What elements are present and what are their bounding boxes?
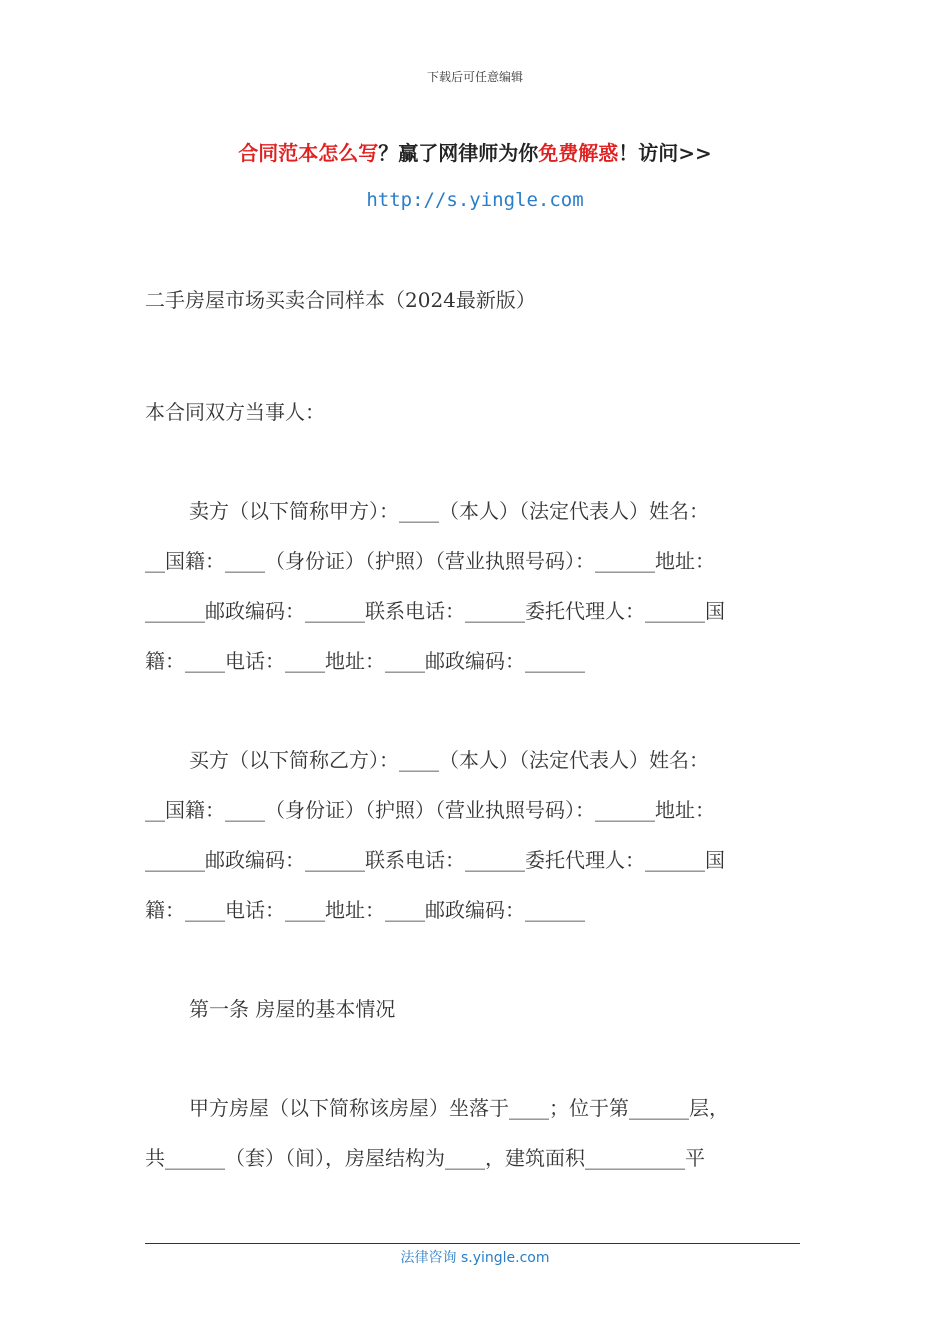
- article1-line: 甲方房屋（以下简称该房屋）坐落于____；位于第______层，: [189, 1096, 729, 1120]
- promo-text-4: ！访问>>: [618, 141, 712, 165]
- document-title: [145, 275, 805, 325]
- buyer-line: 籍：____电话：____地址：____邮政编码：______: [145, 898, 585, 922]
- article1-line: 共______（套）（间），房屋结构为____，建筑面积__________平: [145, 1146, 705, 1170]
- article1-heading-text: 第一条 房屋的基本情况: [189, 997, 396, 1021]
- buyer-paragraph: [145, 735, 805, 935]
- document-title-text: 二手房屋市场买卖合同样本（2024最新版）: [145, 288, 536, 312]
- buyer-line: 买方（以下简称乙方）：____（本人）（法定代表人）姓名：: [189, 748, 709, 772]
- promo-text-2: ？赢了网律师为你: [378, 141, 539, 165]
- seller-paragraph: [145, 486, 805, 686]
- promo-text-red-1: 合同范本怎么写: [238, 141, 379, 165]
- header-note: 下载后可任意编辑: [426, 70, 523, 84]
- parties-intro: [145, 387, 805, 437]
- seller-line: 卖方（以下简称甲方）：____（本人）（法定代表人）姓名：: [189, 499, 709, 523]
- promo-link[interactable]: http://s.yingle.com: [366, 189, 584, 211]
- seller-line: ______邮政编码：______联系电话：______委托代理人：______国: [145, 599, 725, 623]
- footer-divider: [145, 1243, 800, 1244]
- parties-intro-text: 本合同双方当事人：: [145, 400, 325, 424]
- promo-text-red-3: 免费解惑: [538, 141, 619, 165]
- article1-heading: [145, 984, 805, 1034]
- buyer-line: __国籍：____（身份证）（护照）（营业执照号码）：______地址：: [145, 798, 715, 822]
- seller-line: 籍：____电话：____地址：____邮政编码：______: [145, 649, 585, 673]
- seller-line: __国籍：____（身份证）（护照）（营业执照号码）：______地址：: [145, 549, 715, 573]
- footer-link[interactable]: 法律咨询 s.yingle.com: [400, 1250, 550, 1266]
- article1-paragraph: [145, 1083, 805, 1183]
- buyer-line: ______邮政编码：______联系电话：______委托代理人：______国: [145, 848, 725, 872]
- promo-banner[interactable]: [0, 137, 950, 166]
